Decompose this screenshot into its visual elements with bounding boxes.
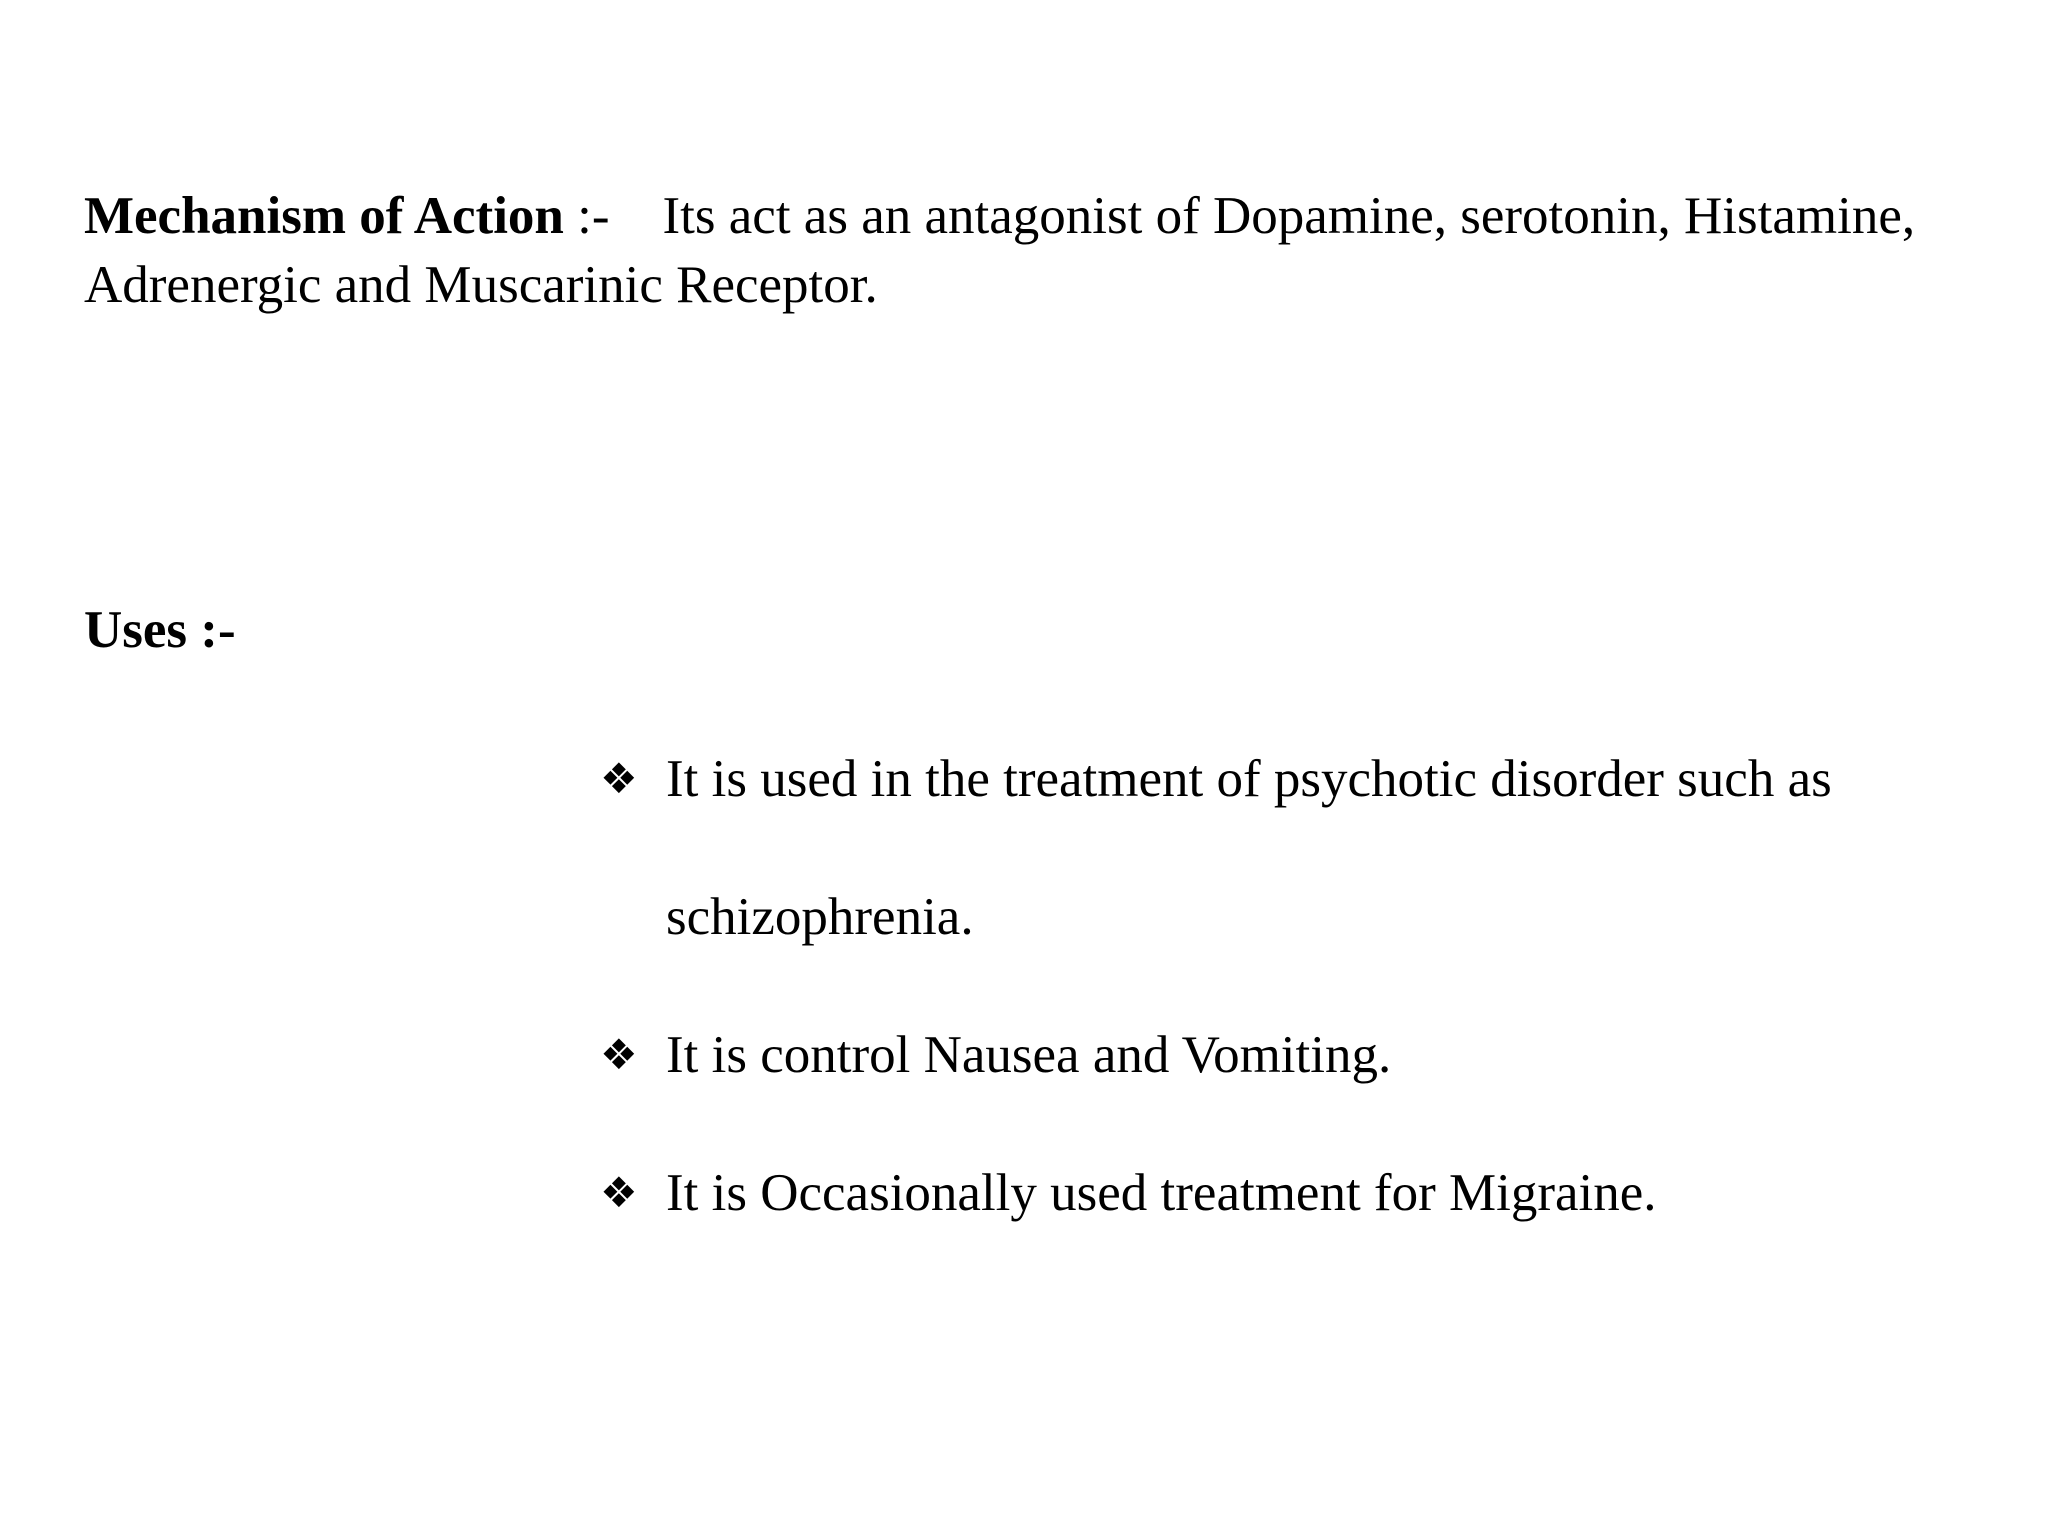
uses-list-item xyxy=(600,1124,2020,1262)
uses-item-text: It is control Nausea and Vomiting. xyxy=(666,1026,1392,1084)
mechanism-of-action-paragraph xyxy=(84,182,1984,320)
uses-heading: Uses :- xyxy=(84,601,236,659)
mechanism-of-action-text: Its act as an antagonist of Dopamine, serotonin, Histamine, Adrenergic and Muscarinic Receptor. xyxy=(84,187,1916,314)
uses-item-text: It is used in the treatment of psychotic disorder such as schizophrenia. xyxy=(666,750,1832,946)
mechanism-separator: :- xyxy=(563,187,663,245)
four-diamond-bullet-icon: ❖ xyxy=(600,1168,638,1217)
uses-list xyxy=(600,710,2020,1262)
four-diamond-bullet-icon: ❖ xyxy=(600,754,638,803)
uses-list-item xyxy=(600,986,2020,1124)
uses-item-text: It is Occasionally used treatment for Migraine. xyxy=(666,1164,1657,1222)
uses-list-item xyxy=(600,710,2020,986)
four-diamond-bullet-icon: ❖ xyxy=(600,1030,638,1079)
mechanism-of-action-label: Mechanism of Action xyxy=(84,187,564,245)
